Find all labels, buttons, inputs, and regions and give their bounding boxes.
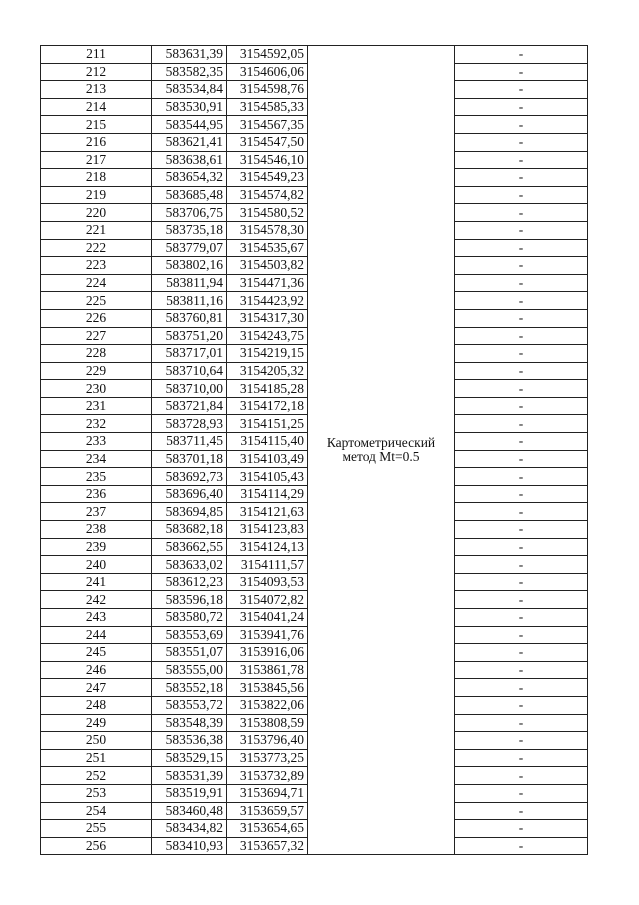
note-cell: - <box>455 221 588 239</box>
x-coordinate-cell: 583633,02 <box>152 556 227 574</box>
x-coordinate-cell: 583551,07 <box>152 644 227 662</box>
y-coordinate-cell: 3154598,76 <box>227 81 308 99</box>
y-coordinate-cell: 3153732,89 <box>227 767 308 785</box>
note-cell: - <box>455 169 588 187</box>
y-coordinate-cell: 3154546,10 <box>227 151 308 169</box>
note-cell: - <box>455 644 588 662</box>
x-coordinate-cell: 583701,18 <box>152 450 227 468</box>
y-coordinate-cell: 3154243,75 <box>227 327 308 345</box>
note-cell: - <box>455 415 588 433</box>
x-coordinate-cell: 583728,93 <box>152 415 227 433</box>
y-coordinate-cell: 3154111,57 <box>227 556 308 574</box>
x-coordinate-cell: 583662,55 <box>152 538 227 556</box>
y-coordinate-cell: 3154105,43 <box>227 468 308 486</box>
note-cell: - <box>455 626 588 644</box>
note-cell: - <box>455 380 588 398</box>
x-coordinate-cell: 583460,48 <box>152 802 227 820</box>
x-coordinate-cell: 583638,61 <box>152 151 227 169</box>
note-cell: - <box>455 63 588 81</box>
note-cell: - <box>455 802 588 820</box>
point-number-cell: 213 <box>41 81 152 99</box>
note-cell: - <box>455 116 588 134</box>
point-number-cell: 237 <box>41 503 152 521</box>
x-coordinate-cell: 583544,95 <box>152 116 227 134</box>
y-coordinate-cell: 3153845,56 <box>227 679 308 697</box>
y-coordinate-cell: 3154151,25 <box>227 415 308 433</box>
y-coordinate-cell: 3154172,18 <box>227 397 308 415</box>
y-coordinate-cell: 3154503,82 <box>227 257 308 275</box>
note-cell: - <box>455 749 588 767</box>
note-cell: - <box>455 503 588 521</box>
y-coordinate-cell: 3154578,30 <box>227 221 308 239</box>
y-coordinate-cell: 3154115,40 <box>227 433 308 451</box>
note-cell: - <box>455 767 588 785</box>
x-coordinate-cell: 583434,82 <box>152 820 227 838</box>
note-cell: - <box>455 309 588 327</box>
y-coordinate-cell: 3154114,29 <box>227 485 308 503</box>
note-cell: - <box>455 591 588 609</box>
point-number-cell: 242 <box>41 591 152 609</box>
y-coordinate-cell: 3154423,92 <box>227 292 308 310</box>
y-coordinate-cell: 3154580,52 <box>227 204 308 222</box>
note-cell: - <box>455 362 588 380</box>
point-number-cell: 220 <box>41 204 152 222</box>
x-coordinate-cell: 583536,38 <box>152 732 227 750</box>
x-coordinate-cell: 583534,84 <box>152 81 227 99</box>
y-coordinate-cell: 3154574,82 <box>227 186 308 204</box>
x-coordinate-cell: 583612,23 <box>152 573 227 591</box>
y-coordinate-cell: 3153773,25 <box>227 749 308 767</box>
note-cell: - <box>455 433 588 451</box>
note-cell: - <box>455 714 588 732</box>
point-number-cell: 224 <box>41 274 152 292</box>
x-coordinate-cell: 583548,39 <box>152 714 227 732</box>
method-label-line2: метод Mt=0.5 <box>342 449 420 465</box>
y-coordinate-cell: 3154535,67 <box>227 239 308 257</box>
x-coordinate-cell: 583696,40 <box>152 485 227 503</box>
point-number-cell: 241 <box>41 573 152 591</box>
x-coordinate-cell: 583685,48 <box>152 186 227 204</box>
point-number-cell: 248 <box>41 696 152 714</box>
y-coordinate-cell: 3154041,24 <box>227 609 308 627</box>
x-coordinate-cell: 583531,39 <box>152 767 227 785</box>
point-number-cell: 219 <box>41 186 152 204</box>
x-coordinate-cell: 583410,93 <box>152 837 227 855</box>
x-coordinate-cell: 583631,39 <box>152 46 227 64</box>
x-coordinate-cell: 583811,94 <box>152 274 227 292</box>
note-cell: - <box>455 450 588 468</box>
note-cell: - <box>455 81 588 99</box>
coordinates-table-body <box>41 46 588 855</box>
y-coordinate-cell: 3153657,32 <box>227 837 308 855</box>
point-number-cell: 232 <box>41 415 152 433</box>
x-coordinate-cell: 583751,20 <box>152 327 227 345</box>
y-coordinate-cell: 3153941,76 <box>227 626 308 644</box>
point-number-cell: 238 <box>41 521 152 539</box>
note-cell: - <box>455 274 588 292</box>
y-coordinate-cell: 3154549,23 <box>227 169 308 187</box>
y-coordinate-cell: 3153654,65 <box>227 820 308 838</box>
note-cell: - <box>455 538 588 556</box>
point-number-cell: 221 <box>41 221 152 239</box>
note-cell: - <box>455 204 588 222</box>
point-number-cell: 240 <box>41 556 152 574</box>
point-number-cell: 212 <box>41 63 152 81</box>
point-number-cell: 228 <box>41 345 152 363</box>
x-coordinate-cell: 583721,84 <box>152 397 227 415</box>
x-coordinate-cell: 583530,91 <box>152 98 227 116</box>
note-cell: - <box>455 327 588 345</box>
x-coordinate-cell: 583555,00 <box>152 661 227 679</box>
x-coordinate-cell: 583552,18 <box>152 679 227 697</box>
note-cell: - <box>455 679 588 697</box>
note-cell: - <box>455 609 588 627</box>
y-coordinate-cell: 3154185,28 <box>227 380 308 398</box>
y-coordinate-cell: 3154121,63 <box>227 503 308 521</box>
point-number-cell: 255 <box>41 820 152 838</box>
x-coordinate-cell: 583553,72 <box>152 696 227 714</box>
point-number-cell: 247 <box>41 679 152 697</box>
x-coordinate-cell: 583692,73 <box>152 468 227 486</box>
point-number-cell: 250 <box>41 732 152 750</box>
y-coordinate-cell: 3154606,06 <box>227 63 308 81</box>
x-coordinate-cell: 583621,41 <box>152 133 227 151</box>
x-coordinate-cell: 583710,64 <box>152 362 227 380</box>
y-coordinate-cell: 3154093,53 <box>227 573 308 591</box>
note-cell: - <box>455 133 588 151</box>
note-cell: - <box>455 573 588 591</box>
y-coordinate-cell: 3154567,35 <box>227 116 308 134</box>
point-number-cell: 231 <box>41 397 152 415</box>
point-number-cell: 222 <box>41 239 152 257</box>
y-coordinate-cell: 3154219,15 <box>227 345 308 363</box>
y-coordinate-cell: 3153659,57 <box>227 802 308 820</box>
x-coordinate-cell: 583529,15 <box>152 749 227 767</box>
note-cell: - <box>455 46 588 64</box>
x-coordinate-cell: 583710,00 <box>152 380 227 398</box>
method-label-line1: Картометрический <box>326 435 436 451</box>
point-number-cell: 216 <box>41 133 152 151</box>
y-coordinate-cell: 3154592,05 <box>227 46 308 64</box>
y-coordinate-cell: 3153808,59 <box>227 714 308 732</box>
note-cell: - <box>455 292 588 310</box>
note-cell: - <box>455 186 588 204</box>
x-coordinate-cell: 583580,72 <box>152 609 227 627</box>
y-coordinate-cell: 3154124,13 <box>227 538 308 556</box>
point-number-cell: 256 <box>41 837 152 855</box>
point-number-cell: 211 <box>41 46 152 64</box>
x-coordinate-cell: 583717,01 <box>152 345 227 363</box>
note-cell: - <box>455 837 588 855</box>
x-coordinate-cell: 583706,75 <box>152 204 227 222</box>
method-cell <box>308 46 455 855</box>
y-coordinate-cell: 3153916,06 <box>227 644 308 662</box>
x-coordinate-cell: 583735,18 <box>152 221 227 239</box>
x-coordinate-cell: 583553,69 <box>152 626 227 644</box>
point-number-cell: 245 <box>41 644 152 662</box>
x-coordinate-cell: 583582,35 <box>152 63 227 81</box>
note-cell: - <box>455 485 588 503</box>
note-cell: - <box>455 661 588 679</box>
x-coordinate-cell: 583802,16 <box>152 257 227 275</box>
y-coordinate-cell: 3154103,49 <box>227 450 308 468</box>
x-coordinate-cell: 583811,16 <box>152 292 227 310</box>
point-number-cell: 236 <box>41 485 152 503</box>
y-coordinate-cell: 3153694,71 <box>227 784 308 802</box>
y-coordinate-cell: 3154072,82 <box>227 591 308 609</box>
x-coordinate-cell: 583711,45 <box>152 433 227 451</box>
y-coordinate-cell: 3154547,50 <box>227 133 308 151</box>
y-coordinate-cell: 3153861,78 <box>227 661 308 679</box>
x-coordinate-cell: 583682,18 <box>152 521 227 539</box>
note-cell: - <box>455 397 588 415</box>
point-number-cell: 253 <box>41 784 152 802</box>
coordinates-table <box>40 45 588 855</box>
x-coordinate-cell: 583519,91 <box>152 784 227 802</box>
point-number-cell: 249 <box>41 714 152 732</box>
point-number-cell: 233 <box>41 433 152 451</box>
note-cell: - <box>455 468 588 486</box>
x-coordinate-cell: 583779,07 <box>152 239 227 257</box>
point-number-cell: 229 <box>41 362 152 380</box>
note-cell: - <box>455 556 588 574</box>
x-coordinate-cell: 583596,18 <box>152 591 227 609</box>
table-row <box>41 46 588 64</box>
note-cell: - <box>455 784 588 802</box>
point-number-cell: 227 <box>41 327 152 345</box>
note-cell: - <box>455 98 588 116</box>
point-number-cell: 252 <box>41 767 152 785</box>
point-number-cell: 230 <box>41 380 152 398</box>
y-coordinate-cell: 3153796,40 <box>227 732 308 750</box>
point-number-cell: 223 <box>41 257 152 275</box>
x-coordinate-cell: 583654,32 <box>152 169 227 187</box>
point-number-cell: 234 <box>41 450 152 468</box>
x-coordinate-cell: 583760,81 <box>152 309 227 327</box>
point-number-cell: 226 <box>41 309 152 327</box>
note-cell: - <box>455 696 588 714</box>
point-number-cell: 254 <box>41 802 152 820</box>
y-coordinate-cell: 3153822,06 <box>227 696 308 714</box>
point-number-cell: 218 <box>41 169 152 187</box>
point-number-cell: 246 <box>41 661 152 679</box>
y-coordinate-cell: 3154585,33 <box>227 98 308 116</box>
note-cell: - <box>455 732 588 750</box>
point-number-cell: 214 <box>41 98 152 116</box>
y-coordinate-cell: 3154471,36 <box>227 274 308 292</box>
point-number-cell: 215 <box>41 116 152 134</box>
note-cell: - <box>455 151 588 169</box>
point-number-cell: 251 <box>41 749 152 767</box>
y-coordinate-cell: 3154205,32 <box>227 362 308 380</box>
note-cell: - <box>455 521 588 539</box>
y-coordinate-cell: 3154123,83 <box>227 521 308 539</box>
point-number-cell: 244 <box>41 626 152 644</box>
note-cell: - <box>455 820 588 838</box>
note-cell: - <box>455 345 588 363</box>
point-number-cell: 243 <box>41 609 152 627</box>
note-cell: - <box>455 239 588 257</box>
point-number-cell: 225 <box>41 292 152 310</box>
x-coordinate-cell: 583694,85 <box>152 503 227 521</box>
point-number-cell: 239 <box>41 538 152 556</box>
point-number-cell: 217 <box>41 151 152 169</box>
note-cell: - <box>455 257 588 275</box>
point-number-cell: 235 <box>41 468 152 486</box>
y-coordinate-cell: 3154317,30 <box>227 309 308 327</box>
